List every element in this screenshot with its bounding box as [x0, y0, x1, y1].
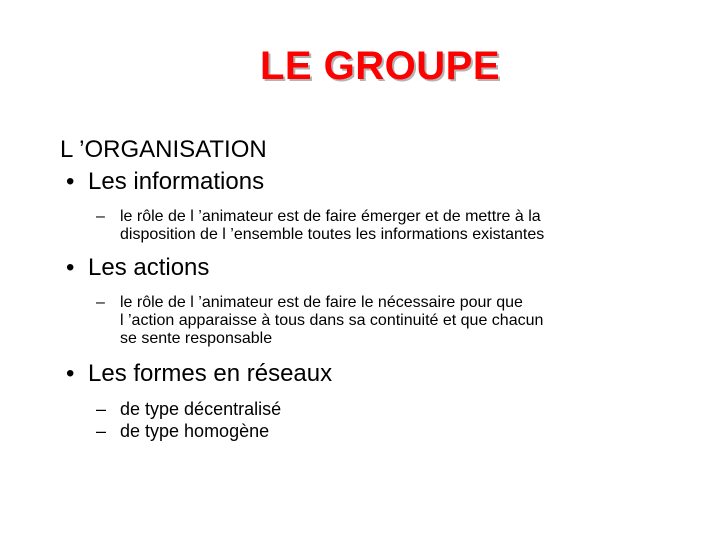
sub-item-line: disposition de l ’ensemble toutes les informations existantes: [120, 226, 545, 243]
bullet-formes-reseaux: [60, 358, 680, 390]
dash-icon: –: [96, 294, 105, 311]
dash-icon: –: [96, 399, 107, 419]
section-heading: L ’ORGANISATION: [60, 136, 267, 163]
sub-item-line: le rôle de l ’animateur est de faire émerger et de mettre à la: [120, 208, 541, 225]
sub-item-line: de type homogène: [120, 421, 270, 441]
bullet-label: Les formes en réseaux: [88, 360, 333, 387]
bullet-icon: •: [66, 168, 75, 195]
sub-item-actions-role: [60, 294, 680, 348]
slide-title: LE GROUPE: [259, 44, 501, 88]
sub-item-informations-role: [60, 208, 680, 244]
bullet-icon: •: [66, 254, 75, 281]
bullet-label: Les actions: [88, 254, 210, 281]
bullet-informations: [60, 166, 680, 198]
bullet-actions: [60, 252, 680, 284]
sub-item-line: l ’action apparaisse à tous dans sa continuité et que chacun: [120, 312, 544, 329]
slide-body: [60, 134, 680, 442]
sub-item-line: se sente responsable: [120, 330, 273, 347]
bullet-label: Les informations: [88, 168, 265, 195]
sub-item-line: de type décentralisé: [120, 399, 282, 419]
sub-item-decentralise: [60, 398, 680, 420]
bullet-icon: •: [66, 360, 75, 387]
sub-item-line: le rôle de l ’animateur est de faire le nécessaire pour que: [120, 294, 523, 311]
sub-item-homogene: [60, 420, 680, 442]
dash-icon: –: [96, 208, 105, 225]
dash-icon: –: [96, 421, 107, 441]
